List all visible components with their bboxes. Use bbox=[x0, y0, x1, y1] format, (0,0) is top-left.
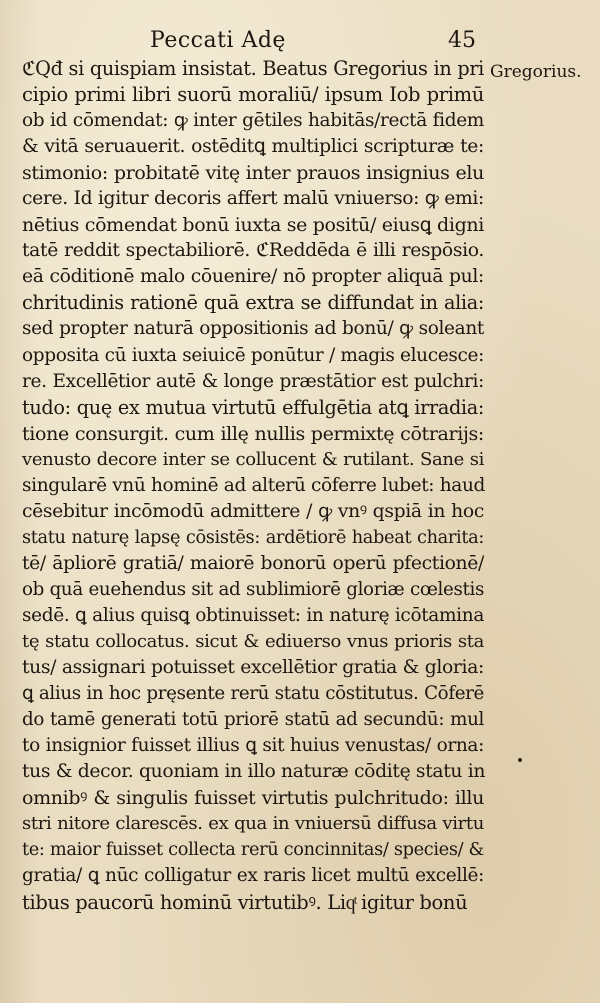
text-line: do tamē generati totū priorē statū ad secundū: mul bbox=[22, 709, 484, 731]
text-line: statu naturę lapsę cōsistēs: ardētiorē habeat charita: bbox=[22, 527, 484, 548]
text-line: tus & decor. quoniam in illo naturæ cōditę statu in bbox=[22, 761, 486, 783]
running-head bbox=[150, 28, 500, 58]
text-line: venusto decore inter se collucent & rutilant. Sane si bbox=[22, 448, 484, 470]
text-line: stimonio: probitatē vitę inter prauos insignius elu bbox=[22, 162, 484, 185]
running-head-title: Peccati Adę bbox=[150, 28, 286, 53]
text-line: tatē reddit spectabiliorē. ℭReddēda ē illi respōsio. bbox=[22, 240, 484, 262]
text-line: opposita cū iuxta seiuicē ponūtur / magis elucesce: bbox=[22, 344, 484, 366]
text-line: gratia/ ꝗ nūc colligatur ex raris licet multū excellē: bbox=[22, 865, 484, 887]
text-line: omnibꝰ & singulis fuisset virtutis pulchritudo: illu bbox=[22, 787, 484, 810]
body-text bbox=[22, 56, 484, 916]
text-line: ob id cōmendat: ꝙ inter gētiles habitās/rectā fidem bbox=[22, 110, 484, 132]
text-line: chritudinis rationē quā extra se diffundat in alia: bbox=[22, 291, 484, 315]
text-line: re. Excellētior autē & longe præstātior est pulchri: bbox=[22, 370, 484, 392]
page-number: 45 bbox=[448, 28, 476, 53]
text-line: tione consurgit. cum illę nullis permixtę cōtrarijs: bbox=[22, 422, 484, 445]
margin-note: Gregorius. bbox=[490, 62, 582, 82]
text-line: tus/ assignari potuisset excellētior gratia & gloria: bbox=[22, 657, 484, 679]
text-line: te: maior fuisset collecta rerū concinnitas/ species/ & bbox=[22, 840, 484, 861]
text-line: singularē vnū hominē ad alterū cōferre lubet: haud bbox=[22, 474, 486, 496]
text-line: ꝗ alius in hoc pręsente rerū statu cōstitutus. Cōferē bbox=[22, 683, 484, 705]
text-line: sed propter naturā oppositionis ad bonū/ ꝙ soleant bbox=[22, 318, 484, 340]
text-line: cēsebitur incōmodū admittere / ꝙ vnꝰ qspiā in hoc bbox=[22, 500, 484, 522]
text-line: & vitā seruauerit. ostēditꝗ multiplici scripturæ te: bbox=[22, 136, 484, 158]
text-line: nētius cōmendat bonū iuxta se positū/ eiusꝗ digni bbox=[22, 214, 484, 237]
text-line: tudo: quę ex mutua virtutū effulgētia atꝗ irradia: bbox=[22, 395, 484, 419]
text-line: ob quā euehendus sit ad sublimiorē gloriæ cœlestis bbox=[22, 578, 484, 600]
text-line: stri nitore clarescēs. ex qua in vniuersū diffusa virtu bbox=[22, 813, 484, 835]
margin-dot-mark bbox=[518, 758, 522, 762]
text-line: sedē. ꝗ alius quisꝗ obtinuisset: in naturę icōtamina bbox=[22, 604, 484, 626]
text-line: tē/ āpliorē gratiā/ maiorē bonorū operū pfectionē/ bbox=[22, 552, 484, 574]
text-line: ℭQđ si quispiam insistat. Beatus Gregorius in pri bbox=[22, 57, 484, 80]
text-line: cipio primi libri suorū moraliū/ ipsum Iob primū bbox=[22, 83, 484, 107]
text-line: to insignior fuisset illius ꝗ sit huius venustas/ orna: bbox=[22, 735, 484, 757]
text-line: tibus paucorū hominū virtutibꝰ. Liqͭ igitur bonū bbox=[22, 890, 468, 914]
text-line: tę statu collocatus. sicut & ediuerso vnus prioris sta bbox=[22, 631, 484, 653]
text-line: eā cōditionē malo cōuenire/ nō propter aliquā pul: bbox=[22, 266, 484, 288]
text-line: cere. Id igitur decoris affert malū vniuerso: ꝙ emi: bbox=[22, 188, 484, 210]
